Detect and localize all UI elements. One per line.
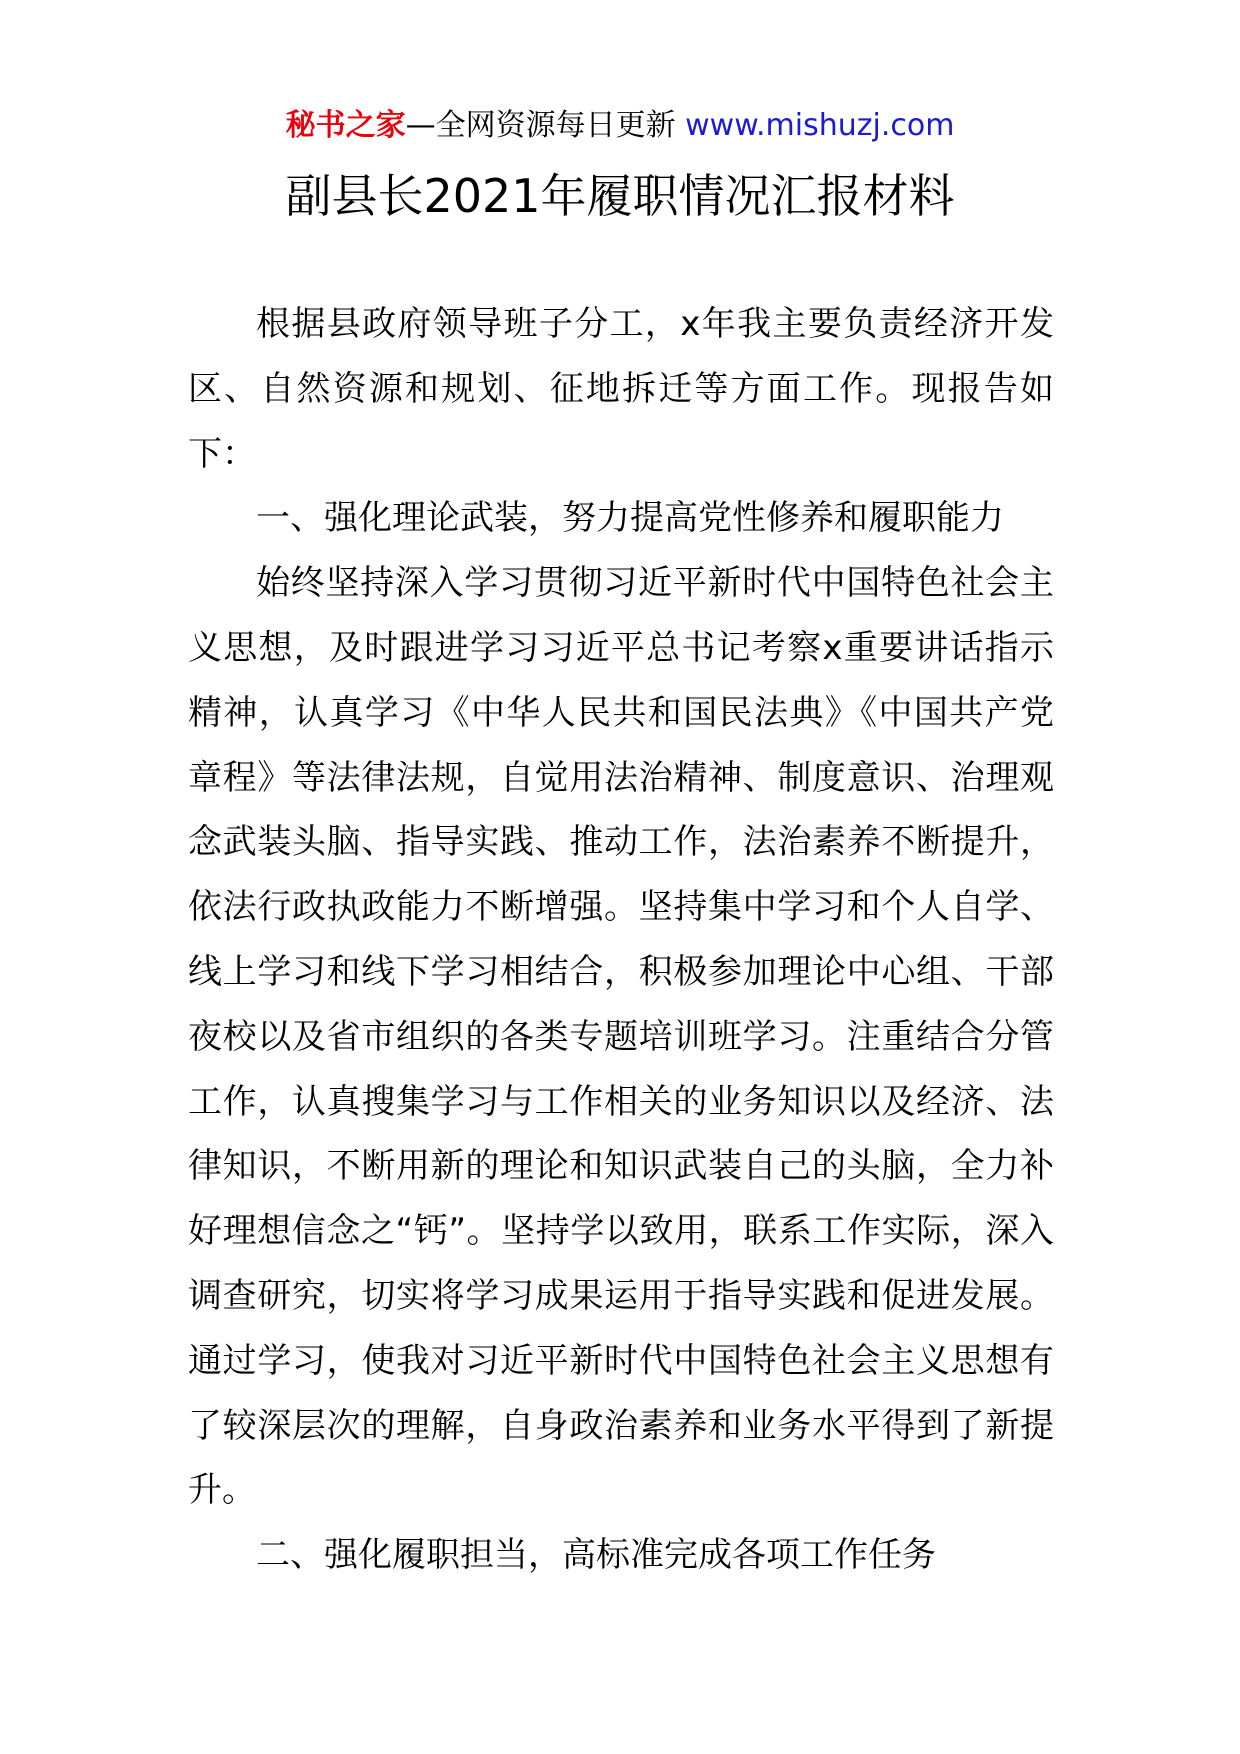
document-body <box>188 292 1054 1588</box>
paragraph-section-1: 始终坚持深入学习贯彻习近平新时代中国特色社会主义思想，及时跟进学习习近平总书记考察x重要讲话指示精神，认真学习《中华人民共和国民法典》《中国共产党章程》等法律法规，自觉用法治精神、制度意识、治理观念武装头脑、指导实践、推动工作，法治素养不断提升，依法行政执政能力不断增强。坚持集中学习和个人自学、线上学习和线下学习相结合，积极参加理论中心组、干部夜校以及省市组织的各类专题培训班学习。注重结合分管工作，认真搜集学习与工作相关的业务知识以及经济、法律知识，不断用新的理论和知识武装自己的头脑，全力补好理想信念之“钙”。坚持学以致用，联系工作实际，深入调查研究，切实将学习成果运用于指导实践和促进发展。通过学习，使我对习近平新时代中国特色社会主义思想有了较深层次的理解，自身政治素养和业务水平得到了新提升。 <box>188 563 1054 1511</box>
paragraph-intro: 根据县政府领导班子分工，x年我主要负责经济开发区、自然资源和规划、征地拆迁等方面工作。现报告如下： <box>188 304 1054 474</box>
section-heading-1: 一、强化理论武装，努力提高党性修养和履职能力 <box>256 498 1004 539</box>
watermark-brand: 秘书之家 <box>285 108 406 143</box>
section-heading-2: 二、强化履职担当，高标准完成各项工作任务 <box>256 1535 936 1576</box>
document-title: 副县长2021年履职情况汇报材料 <box>285 169 955 223</box>
watermark-slogan: —全网资源每日更新 <box>405 108 686 143</box>
watermark-url[interactable]: www.mishuzj.com <box>685 108 955 143</box>
watermark-banner <box>0 104 1240 148</box>
